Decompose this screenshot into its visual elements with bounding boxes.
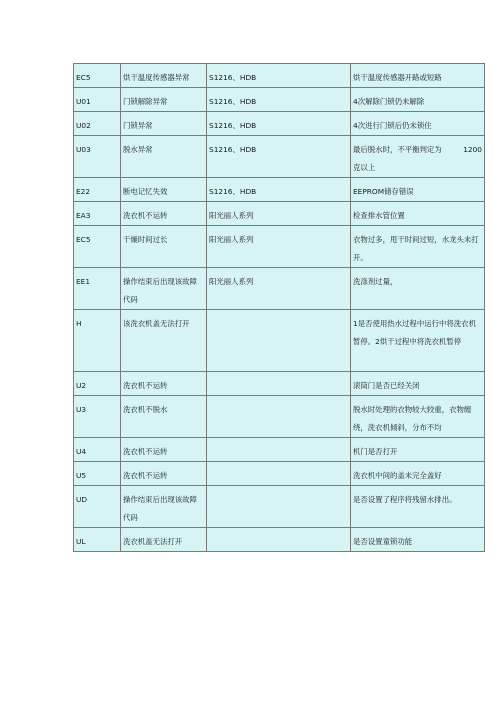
cause-cell: 检查排水管位置: [351, 202, 485, 226]
table-row: [74, 528, 485, 552]
table-row: [74, 88, 485, 112]
table-row: [74, 202, 485, 226]
fault-description-cell: 洗衣机不运转: [121, 202, 207, 226]
model-cell: 阳光丽人系列: [207, 202, 351, 226]
cause-line: [353, 141, 482, 159]
cause-cell: 4次解除门锁仍未解除: [351, 88, 485, 112]
model-cell: [207, 310, 351, 372]
model-cell: [207, 486, 351, 528]
table-row: [74, 112, 485, 136]
fault-code-cell: U01: [74, 88, 121, 112]
fault-code-table: [73, 63, 485, 552]
fault-code-cell: UL: [74, 528, 121, 552]
model-cell: [207, 372, 351, 396]
fault-description-cell: 脱水异常: [121, 136, 207, 178]
cause-cell: 洗涤剂过量，: [351, 268, 485, 310]
fault-description-cell: 洗衣机不运转: [121, 372, 207, 396]
fault-code-cell: U4: [74, 438, 121, 462]
model-cell: [207, 396, 351, 438]
table-row: [74, 462, 485, 486]
cause-cell: 脱水时处理的衣物较大较重，衣物缠绕，洗衣机倾斜，分布不均: [351, 396, 485, 438]
cause-cell: EEPROM储存错误: [351, 178, 485, 202]
cause-cell: [351, 136, 485, 178]
fault-code-cell: U02: [74, 112, 121, 136]
table-row: [74, 486, 485, 528]
model-cell: [207, 528, 351, 552]
fault-code-cell: EC5: [74, 64, 121, 88]
fault-description-cell: 断电记忆失效: [121, 178, 207, 202]
model-cell: 阳光丽人系列: [207, 226, 351, 268]
table-row: [74, 136, 485, 178]
table-row: [74, 310, 485, 372]
fault-code-cell: EC5: [74, 226, 121, 268]
model-cell: [207, 462, 351, 486]
cause-tail-text: 克以上: [353, 163, 376, 172]
fault-code-cell: U5: [74, 462, 121, 486]
fault-description-cell: 操作结束后出现该故障代码: [121, 486, 207, 528]
table-row: [74, 372, 485, 396]
cause-cell: 是否设置了程序将残留水排出。: [351, 486, 485, 528]
fault-code-cell: E22: [74, 178, 121, 202]
cause-cell: 是否设置童锁功能: [351, 528, 485, 552]
table-row: [74, 64, 485, 88]
table-row: [74, 226, 485, 268]
model-cell: S1216、HDB: [207, 112, 351, 136]
model-cell: S1216、HDB: [207, 178, 351, 202]
table-row: [74, 438, 485, 462]
fault-description-cell: 该洗衣机盖无法打开: [121, 310, 207, 372]
cause-cell: 4次进行门锁后仍未锁住: [351, 112, 485, 136]
fault-description-cell: 洗衣机不运转: [121, 438, 207, 462]
cause-text: 最后脱水时，不平衡判定为: [353, 145, 442, 154]
fault-code-cell: U03: [74, 136, 121, 178]
model-cell: 阳光丽人系列: [207, 268, 351, 310]
fault-description-cell: 门锁解除异常: [121, 88, 207, 112]
fault-code-cell: EE1: [74, 268, 121, 310]
fault-code-cell: EA3: [74, 202, 121, 226]
fault-description-cell: 洗衣机不脱水: [121, 396, 207, 438]
cause-cell: 机门是否打开: [351, 438, 485, 462]
cause-cell: 衣物过多，甩干时间过短，水龙头未打开。: [351, 226, 485, 268]
cause-cell: 烘干温度传感器开路或短路: [351, 64, 485, 88]
fault-description-cell: 操作结束后出现该故障代码: [121, 268, 207, 310]
fault-code-cell: UD: [74, 486, 121, 528]
fault-code-cell: H: [74, 310, 121, 372]
fault-description-cell: 洗衣机盖无法打开: [121, 528, 207, 552]
model-cell: S1216、HDB: [207, 88, 351, 112]
fault-code-cell: U2: [74, 372, 121, 396]
table-row: [74, 178, 485, 202]
fault-description-cell: 门锁异常: [121, 112, 207, 136]
table-row: [74, 396, 485, 438]
cause-cell: 1是否使用热水过程中运行中将洗衣机暂停。2烘干过程中将洗衣机暂停: [351, 310, 485, 372]
fault-description-cell: 干燥时间过长: [121, 226, 207, 268]
model-cell: S1216、HDB: [207, 136, 351, 178]
fault-description-cell: 烘干温度传感器异常: [121, 64, 207, 88]
fault-code-table-container: [73, 63, 484, 552]
cause-cell: 洗衣机中间的盖未完全盖好: [351, 462, 485, 486]
fault-description-cell: 洗衣机不运转: [121, 462, 207, 486]
table-row: [74, 268, 485, 310]
cause-number: 1200: [463, 145, 482, 154]
model-cell: [207, 438, 351, 462]
cause-cell: 滚筒门是否已经关闭: [351, 372, 485, 396]
model-cell: S1216、HDB: [207, 64, 351, 88]
fault-code-cell: U3: [74, 396, 121, 438]
